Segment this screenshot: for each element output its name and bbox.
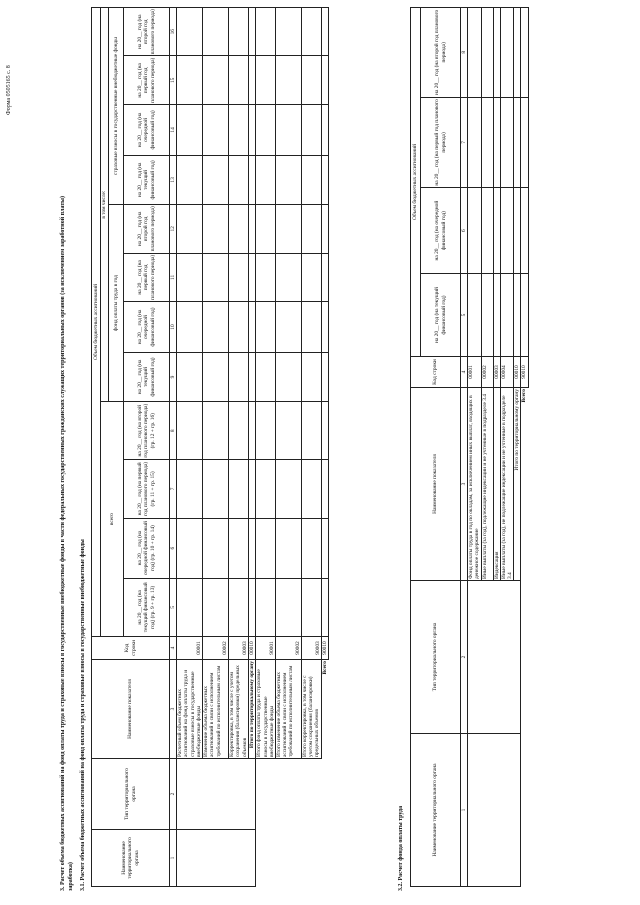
t1-cell-type[interactable] bbox=[177, 759, 256, 830]
t1-cell[interactable] bbox=[229, 56, 249, 105]
t1-cell[interactable] bbox=[302, 105, 322, 155]
t2-col-num: 5 bbox=[461, 274, 468, 357]
t2-cell[interactable] bbox=[500, 188, 513, 274]
t2-h-code: Код строки bbox=[411, 357, 461, 388]
t2-cell[interactable] bbox=[481, 8, 493, 98]
budget-table-3-1 bbox=[91, 7, 329, 887]
t1-cell[interactable] bbox=[322, 253, 329, 302]
t1-cell[interactable] bbox=[177, 56, 203, 105]
t2-cell[interactable] bbox=[500, 274, 513, 357]
t1-cell[interactable] bbox=[256, 105, 276, 155]
t1-cell[interactable] bbox=[322, 352, 329, 401]
t2-sub-col: на 20__ год (на текущий финансовый год) bbox=[421, 274, 461, 357]
t1-cell[interactable] bbox=[229, 402, 249, 460]
t2-cell[interactable] bbox=[514, 188, 521, 274]
t2-row-label: Фонд оплаты труда в год по окладам, за исключением иных выплат, входящих в денежное содержание bbox=[468, 388, 481, 581]
t1-cell[interactable] bbox=[229, 578, 249, 636]
t2-row-label: Итого по территориальному органу bbox=[514, 388, 521, 581]
t1-spacer bbox=[322, 759, 329, 887]
t1-cell[interactable] bbox=[276, 56, 302, 105]
t1-cell[interactable] bbox=[276, 105, 302, 155]
t2-row-code: 00002 bbox=[481, 357, 493, 388]
t1-cell[interactable] bbox=[256, 56, 276, 105]
section-3-1-title: 3.1. Расчет объема бюджетных ассигнований на фонд оплаты труда и страховые взносы в государственные внебюджетные фонды bbox=[80, 539, 86, 891]
t2-cell[interactable] bbox=[493, 97, 500, 188]
t2-sub-col: на 20__ год (на очередной финансовый год) bbox=[421, 188, 461, 274]
t2-cell-name[interactable] bbox=[468, 734, 521, 887]
t2-row-code: 00001 bbox=[468, 357, 481, 388]
t1-col-num: 7 bbox=[170, 460, 177, 518]
t1-col-num: 8 bbox=[170, 402, 177, 460]
t1-h-name: Наименование территориального органа bbox=[92, 830, 170, 887]
t1-cell[interactable] bbox=[249, 518, 256, 578]
t1-cell[interactable] bbox=[177, 402, 203, 460]
t2-cell-type[interactable] bbox=[468, 581, 521, 734]
t1-sub-col: на 20__ год (на первый год планового периода) bbox=[124, 253, 170, 302]
t1-cell[interactable] bbox=[276, 8, 302, 56]
t1-cell[interactable] bbox=[249, 253, 256, 302]
t1-cell[interactable] bbox=[302, 253, 322, 302]
t2-cell[interactable] bbox=[493, 8, 500, 98]
t1-total-code: 90003 bbox=[302, 637, 322, 660]
t2-cell[interactable] bbox=[481, 97, 493, 188]
t1-row-code: 00003 bbox=[229, 637, 249, 660]
t1-cell[interactable] bbox=[322, 302, 329, 352]
t2-cell[interactable] bbox=[468, 8, 481, 98]
t1-cell[interactable] bbox=[322, 56, 329, 105]
t1-col-num: 14 bbox=[170, 105, 177, 155]
t1-cell[interactable] bbox=[256, 578, 276, 636]
t2-cell[interactable] bbox=[521, 97, 528, 188]
t1-col-num: 5 bbox=[170, 578, 177, 636]
t1-spacer bbox=[256, 759, 276, 887]
t1-cell[interactable] bbox=[276, 253, 302, 302]
t2-cell[interactable] bbox=[521, 274, 528, 357]
t1-cell[interactable] bbox=[177, 8, 203, 56]
t1-cell[interactable] bbox=[276, 205, 302, 253]
t1-cell-name[interactable] bbox=[177, 830, 256, 887]
t1-col-num: 4 bbox=[170, 637, 177, 660]
t1-cell[interactable] bbox=[249, 460, 256, 518]
t1-cell[interactable] bbox=[249, 205, 256, 253]
t1-h-indicator: Наименование показателя bbox=[92, 660, 170, 759]
t1-cell[interactable] bbox=[177, 578, 203, 636]
t1-total-code: 90002 bbox=[276, 637, 302, 660]
t2-sub-col: на 20__ год (на первый год планового периода) bbox=[421, 97, 461, 188]
t2-row-label: Иные выплаты (за год), подлежащие индексации и не учтенные в подразделе 3.4 bbox=[481, 388, 493, 581]
t1-cell[interactable] bbox=[177, 253, 203, 302]
t1-cell[interactable] bbox=[203, 518, 229, 578]
t1-cell[interactable] bbox=[322, 155, 329, 204]
t1-cell[interactable] bbox=[203, 8, 229, 56]
t1-cell[interactable] bbox=[256, 205, 276, 253]
t1-sub-col: на 20__ год (на второй год планового периода) (гр. 12 + гр. 16) bbox=[124, 402, 170, 460]
t1-h-budget: Объем бюджетных ассигнований bbox=[92, 8, 101, 637]
t1-cell[interactable] bbox=[302, 402, 322, 460]
form-code: Форма 0505165 с. 8 bbox=[6, 65, 12, 115]
section-3-title-line2: заработка) bbox=[68, 862, 74, 891]
t1-row-code: 00001 bbox=[177, 637, 203, 660]
t1-col-num: 16 bbox=[170, 8, 177, 56]
t1-col-num: 1 bbox=[170, 830, 177, 887]
t2-col-num: 3 bbox=[461, 388, 468, 581]
t2-col-num: 1 bbox=[461, 734, 468, 887]
t1-cell[interactable] bbox=[256, 253, 276, 302]
t1-cell[interactable] bbox=[177, 518, 203, 578]
t1-col-num: 13 bbox=[170, 155, 177, 204]
t1-h-total: всего bbox=[101, 402, 124, 637]
t1-cell[interactable] bbox=[177, 205, 203, 253]
t1-cell[interactable] bbox=[322, 105, 329, 155]
t1-cell[interactable] bbox=[276, 460, 302, 518]
t1-cell[interactable] bbox=[256, 352, 276, 401]
t1-col-num: 15 bbox=[170, 56, 177, 105]
t1-h-incl: в том числе: bbox=[101, 8, 109, 402]
t1-cell[interactable] bbox=[256, 460, 276, 518]
t1-cell[interactable] bbox=[203, 460, 229, 518]
t1-cell[interactable] bbox=[276, 352, 302, 401]
t1-cell[interactable] bbox=[249, 402, 256, 460]
t1-cell[interactable] bbox=[249, 578, 256, 636]
t1-sub-col: на 20__ год (на текущий финансовый год) bbox=[124, 155, 170, 204]
t1-cell[interactable] bbox=[276, 402, 302, 460]
t2-cell[interactable] bbox=[514, 8, 521, 98]
t1-cell[interactable] bbox=[302, 155, 322, 204]
t1-cell[interactable] bbox=[256, 518, 276, 578]
t2-cell[interactable] bbox=[481, 274, 493, 357]
t1-cell[interactable] bbox=[322, 8, 329, 56]
t1-cell[interactable] bbox=[249, 352, 256, 401]
t1-cell[interactable] bbox=[302, 302, 322, 352]
t2-row-label: Всего bbox=[521, 389, 528, 403]
t1-col-num: 11 bbox=[170, 253, 177, 302]
t2-col-num: 6 bbox=[461, 188, 468, 274]
t1-col-num: 6 bbox=[170, 518, 177, 578]
t1-cell[interactable] bbox=[256, 8, 276, 56]
t1-cell[interactable] bbox=[203, 205, 229, 253]
t1-cell[interactable] bbox=[203, 402, 229, 460]
t1-cell[interactable] bbox=[249, 302, 256, 352]
t1-col-num: 9 bbox=[170, 352, 177, 401]
t1-cell[interactable] bbox=[203, 352, 229, 401]
t2-cell[interactable] bbox=[500, 97, 513, 188]
salary-fund-table-3-2 bbox=[410, 7, 529, 887]
t1-cell[interactable] bbox=[302, 205, 322, 253]
t1-cell[interactable] bbox=[249, 105, 256, 155]
t1-row-label: Расчетный объем бюджетных ассигнований на фонд оплаты труда и страховые взносы в государственные внебюджетные фонды bbox=[177, 660, 203, 759]
t2-cell[interactable] bbox=[468, 188, 481, 274]
t1-cell[interactable] bbox=[249, 56, 256, 105]
t1-cell[interactable] bbox=[203, 302, 229, 352]
t1-cell[interactable] bbox=[302, 460, 322, 518]
t1-spacer bbox=[302, 759, 322, 887]
t1-spacer bbox=[276, 759, 302, 887]
t1-cell[interactable] bbox=[229, 253, 249, 302]
t1-sub-col: на 20__ год (на второй год планового периода) bbox=[124, 8, 170, 56]
t1-cell[interactable] bbox=[177, 352, 203, 401]
t2-row-label: Иные выплаты (за год), не подлежащие индексации и не учтенные в подразделе 3.4 bbox=[500, 388, 513, 581]
t1-col-num: 10 bbox=[170, 302, 177, 352]
t1-cell[interactable] bbox=[203, 155, 229, 204]
t1-cell[interactable] bbox=[229, 302, 249, 352]
t1-sub-col: на 20__ год (на очередной финансовый год) (гр. 10 + гр. 14) bbox=[124, 518, 170, 578]
t1-sub-col: на 20__ год (на текущий финансовый год) bbox=[124, 352, 170, 401]
t1-cell[interactable] bbox=[249, 8, 256, 56]
t1-sub-col: на 20__ год (на первый год планового периода) bbox=[124, 56, 170, 105]
t2-cell[interactable] bbox=[468, 274, 481, 357]
t1-cell[interactable] bbox=[229, 105, 249, 155]
t1-total-code: 90010 bbox=[322, 637, 329, 660]
t1-h-code: Код строки bbox=[92, 637, 170, 660]
t1-row-code: 00002 bbox=[203, 637, 229, 660]
t2-row-code: 90010 bbox=[521, 357, 528, 388]
t1-total-label: Итого фонд оплаты труда и страховые взносы в государственные внебюджетные фонды bbox=[256, 660, 276, 759]
t1-cell[interactable] bbox=[302, 578, 322, 636]
t2-row-code: 00003 bbox=[493, 357, 500, 388]
t1-total-code: 90001 bbox=[256, 637, 276, 660]
section-3-title: 3. Расчет объема бюджетных ассигнований на фонд оплаты труда и страховые взносы в государственные внебюджетные фонды в части федеральных государственных гражданских служащих территориальных органов (за исключением заработной платы) bbox=[60, 196, 66, 891]
t1-cell[interactable] bbox=[203, 105, 229, 155]
t1-sub-col: на 20__ год (на первый год планового периода) (гр. 11 + гр. 15) bbox=[124, 460, 170, 518]
t2-col-num: 7 bbox=[461, 97, 468, 188]
t2-col-num: 4 bbox=[461, 357, 468, 388]
t1-cell[interactable] bbox=[229, 352, 249, 401]
t2-col-num: 8 bbox=[461, 8, 468, 98]
t1-cell[interactable] bbox=[229, 460, 249, 518]
t1-cell[interactable] bbox=[322, 518, 329, 578]
t1-cell[interactable] bbox=[177, 302, 203, 352]
t1-h-type: Тип территориального органа bbox=[92, 759, 170, 830]
t1-cell[interactable] bbox=[203, 253, 229, 302]
t1-h-fot: фонд оплаты труда в год bbox=[109, 205, 124, 402]
t2-h-type: Тип территориального органа bbox=[411, 581, 461, 734]
t1-cell[interactable] bbox=[203, 56, 229, 105]
t1-row-label: Итого по территориальному органу bbox=[249, 660, 256, 759]
t1-row-label: Корректировка, в том числе с учетом сохранения (балансировки) предельных объемов bbox=[229, 660, 249, 759]
t2-col-num: 2 bbox=[461, 581, 468, 734]
t1-col-num: 2 bbox=[170, 759, 177, 830]
t2-cell[interactable] bbox=[514, 97, 521, 188]
t2-row-code: 00010 bbox=[514, 357, 521, 388]
t1-cell[interactable] bbox=[276, 302, 302, 352]
t1-cell[interactable] bbox=[256, 402, 276, 460]
t1-sub-col: на 20__ год (на очередной финансовый год) bbox=[124, 105, 170, 155]
t1-cell[interactable] bbox=[229, 155, 249, 204]
t1-cell[interactable] bbox=[322, 402, 329, 460]
t1-total-label: Итого изменение объема бюджетных ассигнований в связи с исполнением требований по исполнительным листам bbox=[276, 660, 302, 759]
t1-cell[interactable] bbox=[177, 155, 203, 204]
t2-cell[interactable] bbox=[521, 188, 528, 274]
t1-cell[interactable] bbox=[229, 8, 249, 56]
section-3-2-title: 3.2. Расчет фонда оплаты труда bbox=[398, 805, 404, 891]
t1-cell[interactable] bbox=[276, 155, 302, 204]
t1-cell[interactable] bbox=[256, 155, 276, 204]
t2-cell[interactable] bbox=[514, 274, 521, 357]
t1-sub-col: на 20__ год (на второй год планового периода) bbox=[124, 205, 170, 253]
t2-cell[interactable] bbox=[493, 274, 500, 357]
t2-cell[interactable] bbox=[521, 8, 528, 98]
t2-row-label: Индексация bbox=[493, 388, 500, 581]
t1-cell[interactable] bbox=[249, 155, 256, 204]
t2-cell[interactable] bbox=[500, 8, 513, 98]
t1-cell[interactable] bbox=[177, 105, 203, 155]
t1-cell[interactable] bbox=[276, 518, 302, 578]
t2-cell[interactable] bbox=[468, 97, 481, 188]
t1-sub-col: на 20__ год (на очередной финансовый год) bbox=[124, 302, 170, 352]
t1-cell[interactable] bbox=[322, 578, 329, 636]
t1-cell[interactable] bbox=[302, 518, 322, 578]
t1-cell[interactable] bbox=[322, 460, 329, 518]
t2-cell[interactable] bbox=[493, 188, 500, 274]
t1-cell[interactable] bbox=[256, 302, 276, 352]
t1-cell[interactable] bbox=[177, 460, 203, 518]
t1-row-label: Изменение объема бюджетных ассигнований в связи с исполнением требований по исполнительным листам bbox=[203, 660, 229, 759]
t1-cell[interactable] bbox=[203, 578, 229, 636]
t2-spacer bbox=[521, 581, 528, 887]
t2-h-indicator: Наименование показателя bbox=[411, 388, 461, 581]
t1-cell[interactable] bbox=[302, 352, 322, 401]
t1-col-num: 12 bbox=[170, 205, 177, 253]
t2-sub-col: на 20__ год (на второй год планового периода) bbox=[421, 8, 461, 98]
t1-h-ins: страховые взносы в государственные внебюджетные фонды bbox=[109, 8, 124, 205]
t1-cell[interactable] bbox=[229, 205, 249, 253]
t2-h-name: Наименование территориального органа bbox=[411, 734, 461, 887]
t1-sub-col: на 20__ год (на текущий финансовый год) (гр. 9 + гр. 13) bbox=[124, 578, 170, 636]
t1-cell[interactable] bbox=[276, 578, 302, 636]
t1-total-label: Всего bbox=[322, 661, 329, 675]
t2-cell[interactable] bbox=[481, 188, 493, 274]
t1-total-label: Итого корректировка, в том числе с учетом сохранения (балансировки) предельных объемов bbox=[302, 660, 322, 759]
t2-row-code: 00004 bbox=[500, 357, 513, 388]
t1-cell[interactable] bbox=[322, 205, 329, 253]
t1-row-code: 00010 bbox=[249, 637, 256, 660]
t2-h-budget: Объем бюджетных ассигнований bbox=[411, 8, 421, 357]
t1-col-num: 3 bbox=[170, 660, 177, 759]
t1-cell[interactable] bbox=[302, 8, 322, 56]
t1-cell[interactable] bbox=[302, 56, 322, 105]
t1-cell[interactable] bbox=[229, 518, 249, 578]
